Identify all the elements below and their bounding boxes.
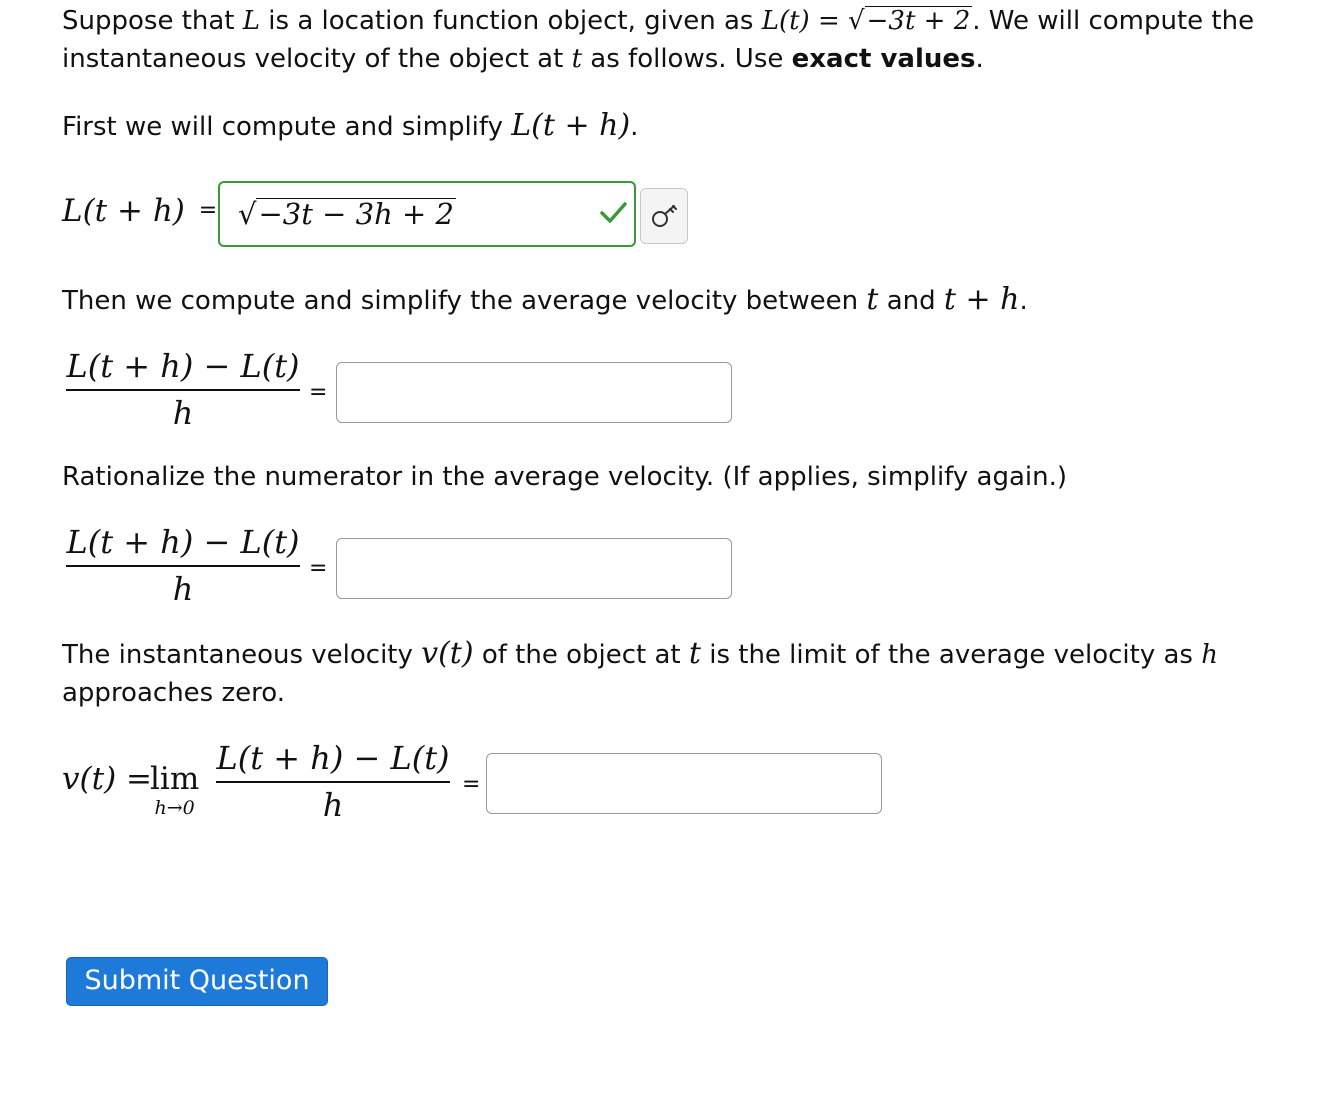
view-key-button[interactable] [640, 188, 688, 244]
avg-velocity-input[interactable] [336, 362, 732, 423]
exact-values-emphasis: exact values [791, 44, 976, 74]
submit-question-button[interactable]: Submit Question [66, 957, 328, 1006]
velocity-label: v(t) = [62, 761, 153, 797]
avg-velocity-fraction: L(t + h) − L(t) h [66, 347, 300, 432]
function-lhs: L(t) [761, 6, 810, 36]
step2-instruction: Then we compute and simplify the average velocity between t and t + h. [62, 282, 1028, 317]
rationalized-input[interactable] [336, 538, 732, 599]
l-t-plus-h-answer-field[interactable] [218, 181, 636, 247]
limit-operator: lim h→0 [150, 761, 200, 819]
equals-sign: = [462, 772, 481, 797]
step1-label: L(t + h) = [62, 193, 218, 229]
rationalized-fraction: L(t + h) − L(t) h [66, 523, 300, 608]
intro-paragraph: Suppose that L is a location function object, given as L(t) = √−3t + 2. We will compute the instantaneous velocity of the object at t as follows. Use exact values. [62, 6, 1255, 74]
step3-instruction: Rationalize the numerator in the average velocity. (If applies, simplify again.) [62, 462, 1068, 492]
function-radicand: −3t + 2 [866, 6, 971, 36]
limit-input[interactable] [486, 753, 882, 814]
limit-fraction: L(t + h) − L(t) h [216, 739, 450, 824]
equals-sign: = [309, 556, 328, 581]
step4-instruction: The instantaneous velocity v(t) of the object at t is the limit of the average velocity as h approaches zero. [62, 636, 1218, 708]
key-icon [651, 203, 679, 229]
equals-sign: = [309, 380, 328, 405]
checkmark-icon [598, 197, 628, 227]
answer-expression: √−3t − 3h + 2 [238, 197, 454, 231]
step1-instruction: First we will compute and simplify L(t + h). [62, 108, 639, 143]
